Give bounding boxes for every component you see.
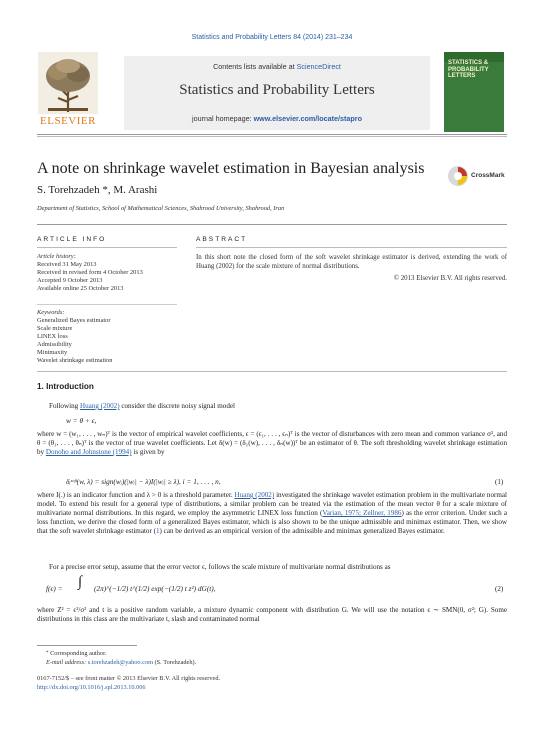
integral-sign: ∫ — [78, 574, 83, 590]
article-info-rule — [37, 247, 177, 248]
cover-title: STATISTICS & PROBABILITY LETTERS — [448, 60, 489, 80]
title-rule — [37, 224, 507, 225]
article-title: A note on shrinkage wavelet estimation in Bayesian analysis — [37, 160, 425, 177]
body-rule — [37, 371, 507, 372]
equation-1: δᵢˢᵒᶠᵗ(w, λ) = sign(wᵢ)(|wᵢ| − λ)I(|wᵢ| ≥ λ), i = 1, . . . , n, — [66, 477, 221, 486]
journal-title: Statistics and Probability Letters — [179, 82, 375, 98]
email-label: E-mail address: — [46, 658, 88, 666]
affiliation: Department of Statistics, School of Mathematical Sciences, Shahrood University, Shahrood, Iran — [37, 205, 285, 212]
keyword-item: Scale mixture — [37, 325, 73, 332]
footnote-mark: * — [46, 651, 49, 656]
keyword-item: LINEX loss — [37, 333, 68, 340]
homepage-line: journal homepage: www.elsevier.com/locate/stapro — [192, 114, 362, 123]
keywords-rule — [37, 304, 177, 305]
email-link[interactable]: s.torehzadeh@yahoo.com — [87, 658, 153, 666]
keyword-item: Wavelet shrinkage estimation — [37, 357, 113, 364]
contents-line: Contents lists available at ScienceDirect — [213, 62, 341, 71]
history-label: Article history: — [37, 253, 76, 260]
article-info-heading: ARTICLE INFO — [37, 236, 107, 243]
equation-1-number: (1) — [495, 478, 504, 486]
keyword-item: Admissibility — [37, 341, 72, 348]
doi-link[interactable]: http://dx.doi.org/10.1016/j.spl.2013.10.006 — [37, 683, 146, 691]
history-item: Accepted 9 October 2013 — [37, 277, 103, 284]
homepage-link[interactable]: www.elsevier.com/locate/stapro — [253, 114, 362, 123]
intro-paragraph-4: For a precise error setup, assume that the error vector ϵ, follows the scale mixture of multivariate normal distributions as — [49, 563, 391, 571]
abstract-rule — [196, 247, 507, 248]
citation-link[interactable]: Donoho and Johnstone (1994) — [45, 447, 132, 456]
crossmark-label: CrossMark — [471, 172, 505, 179]
authors: S. Torehzadeh *, M. Arashi — [37, 184, 158, 196]
history-item: Available online 25 October 2013 — [37, 285, 124, 292]
citation-link[interactable]: Huang (2002) — [234, 491, 275, 499]
citation-link[interactable]: Huang (2002) — [79, 402, 120, 410]
abstract-copyright: © 2013 Elsevier B.V. All rights reserved. — [393, 275, 507, 282]
keywords — [37, 309, 187, 365]
abstract-heading: ABSTRACT — [196, 236, 248, 243]
crossmark-icon — [447, 165, 469, 187]
equation-ref-link[interactable]: 1 — [155, 526, 160, 535]
keyword-item: Generalized Bayes estimator — [37, 317, 111, 324]
publisher-name: ELSEVIER — [40, 115, 96, 127]
equation-2-lhs: f(ϵ) = — [46, 584, 63, 593]
intro-paragraph-3: where I(.) is an indicator function and λ > 0 is a threshold parameter. Huang (2002) investigated the shrinkage wavelet estimation problem in the multivariate normal model. To extend his result for a general type of distributions, a similar problem can be treated via the estimation of the mean vector θ for a scale mixture of multivariate normal distributions. In this regard, we employ the asymmetric LINEX loss function (Varian, 1975; Zellner, 1986) as the error criterion. Under such a loss function, we derive the closed form of a generalized Bayes estimator, which is also shown to be the unique admissible and minimax estimator. Then, we show that the soft wavelet shrinkage estimator (1) can be derived as an empirical version of the admissible and minimax generalized Bayes estimator. — [37, 491, 507, 535]
corresponding-author: Corresponding author. — [50, 650, 107, 657]
bottom-info — [37, 675, 220, 692]
model-equation: w = θ + ϵ, — [66, 416, 97, 425]
issn-line: 0167-7152/$ – see front matter © 2013 Elsevier B.V. All rights reserved. — [37, 675, 221, 682]
elsevier-logo — [38, 52, 98, 130]
history-item: Received in revised form 4 October 2013 — [37, 269, 143, 276]
footnote-rule — [37, 645, 137, 646]
header-rule-2 — [37, 136, 507, 137]
keywords-label: Keywords: — [37, 309, 65, 316]
section-heading: 1. Introduction — [37, 382, 94, 391]
citation-link[interactable]: Varian, 1975; Zellner, 1986 — [322, 508, 402, 517]
intro-paragraph-2: where w = (w₁, . . . , wₙ)ᵀ is the vector of empirical wavelet coefficients, ϵ = (ϵ₁, . . . , ϵₙ)ᵀ is the vector of disturbances with zero mean and common variance σ², and θ = (θ₁, . . . , θₙ)ᵀ is the vector of true wavelet coefficients. Let δ(w) = (δ₁(w), . . . , δₙ(w))ᵀ be an estimator of θ. The soft thresholding wavelet shrinkage estimation by Donoho and Johnstone (1994) is given by — [37, 430, 507, 456]
intro-paragraph-5: where Z² = ϵ²/σ² and t is a positive random variable, a mixture dynamic component with distribution G. We will use the notation ϵ ∼ SMN(0, σ²; G). Some distributions in this class are the multivariate t, slash and contaminated normal — [37, 606, 507, 623]
equation-2-rhs: (2π)^(−1/2) t^(1/2) exp(−(1/2) t z²) dG(t), — [94, 584, 216, 593]
journal-citation-link[interactable]: Statistics and Probability Letters 84 (2014) 231–234 — [191, 34, 353, 41]
crossmark-button[interactable] — [447, 165, 507, 187]
equation-2-number: (2) — [495, 585, 504, 593]
sciencedirect-link[interactable]: ScienceDirect — [296, 62, 341, 71]
intro-paragraph-1: Following Huang (2002) consider the discrete noisy signal model — [49, 402, 236, 410]
header-rule — [37, 134, 507, 135]
history-item: Received 31 May 2013 — [37, 261, 97, 268]
keyword-item: Minimaxity — [37, 349, 68, 356]
article-history — [37, 253, 187, 293]
abstract-text: In this short note the closed form of the soft wavelet shrinkage estimator is derived, extending the work of Huang (2002) for the scale mixture of normal distributions. — [196, 254, 507, 270]
footnote: * Corresponding author. E-mail address: s.torehzadeh@yahoo.com (S. Torehzadeh). — [46, 650, 197, 666]
